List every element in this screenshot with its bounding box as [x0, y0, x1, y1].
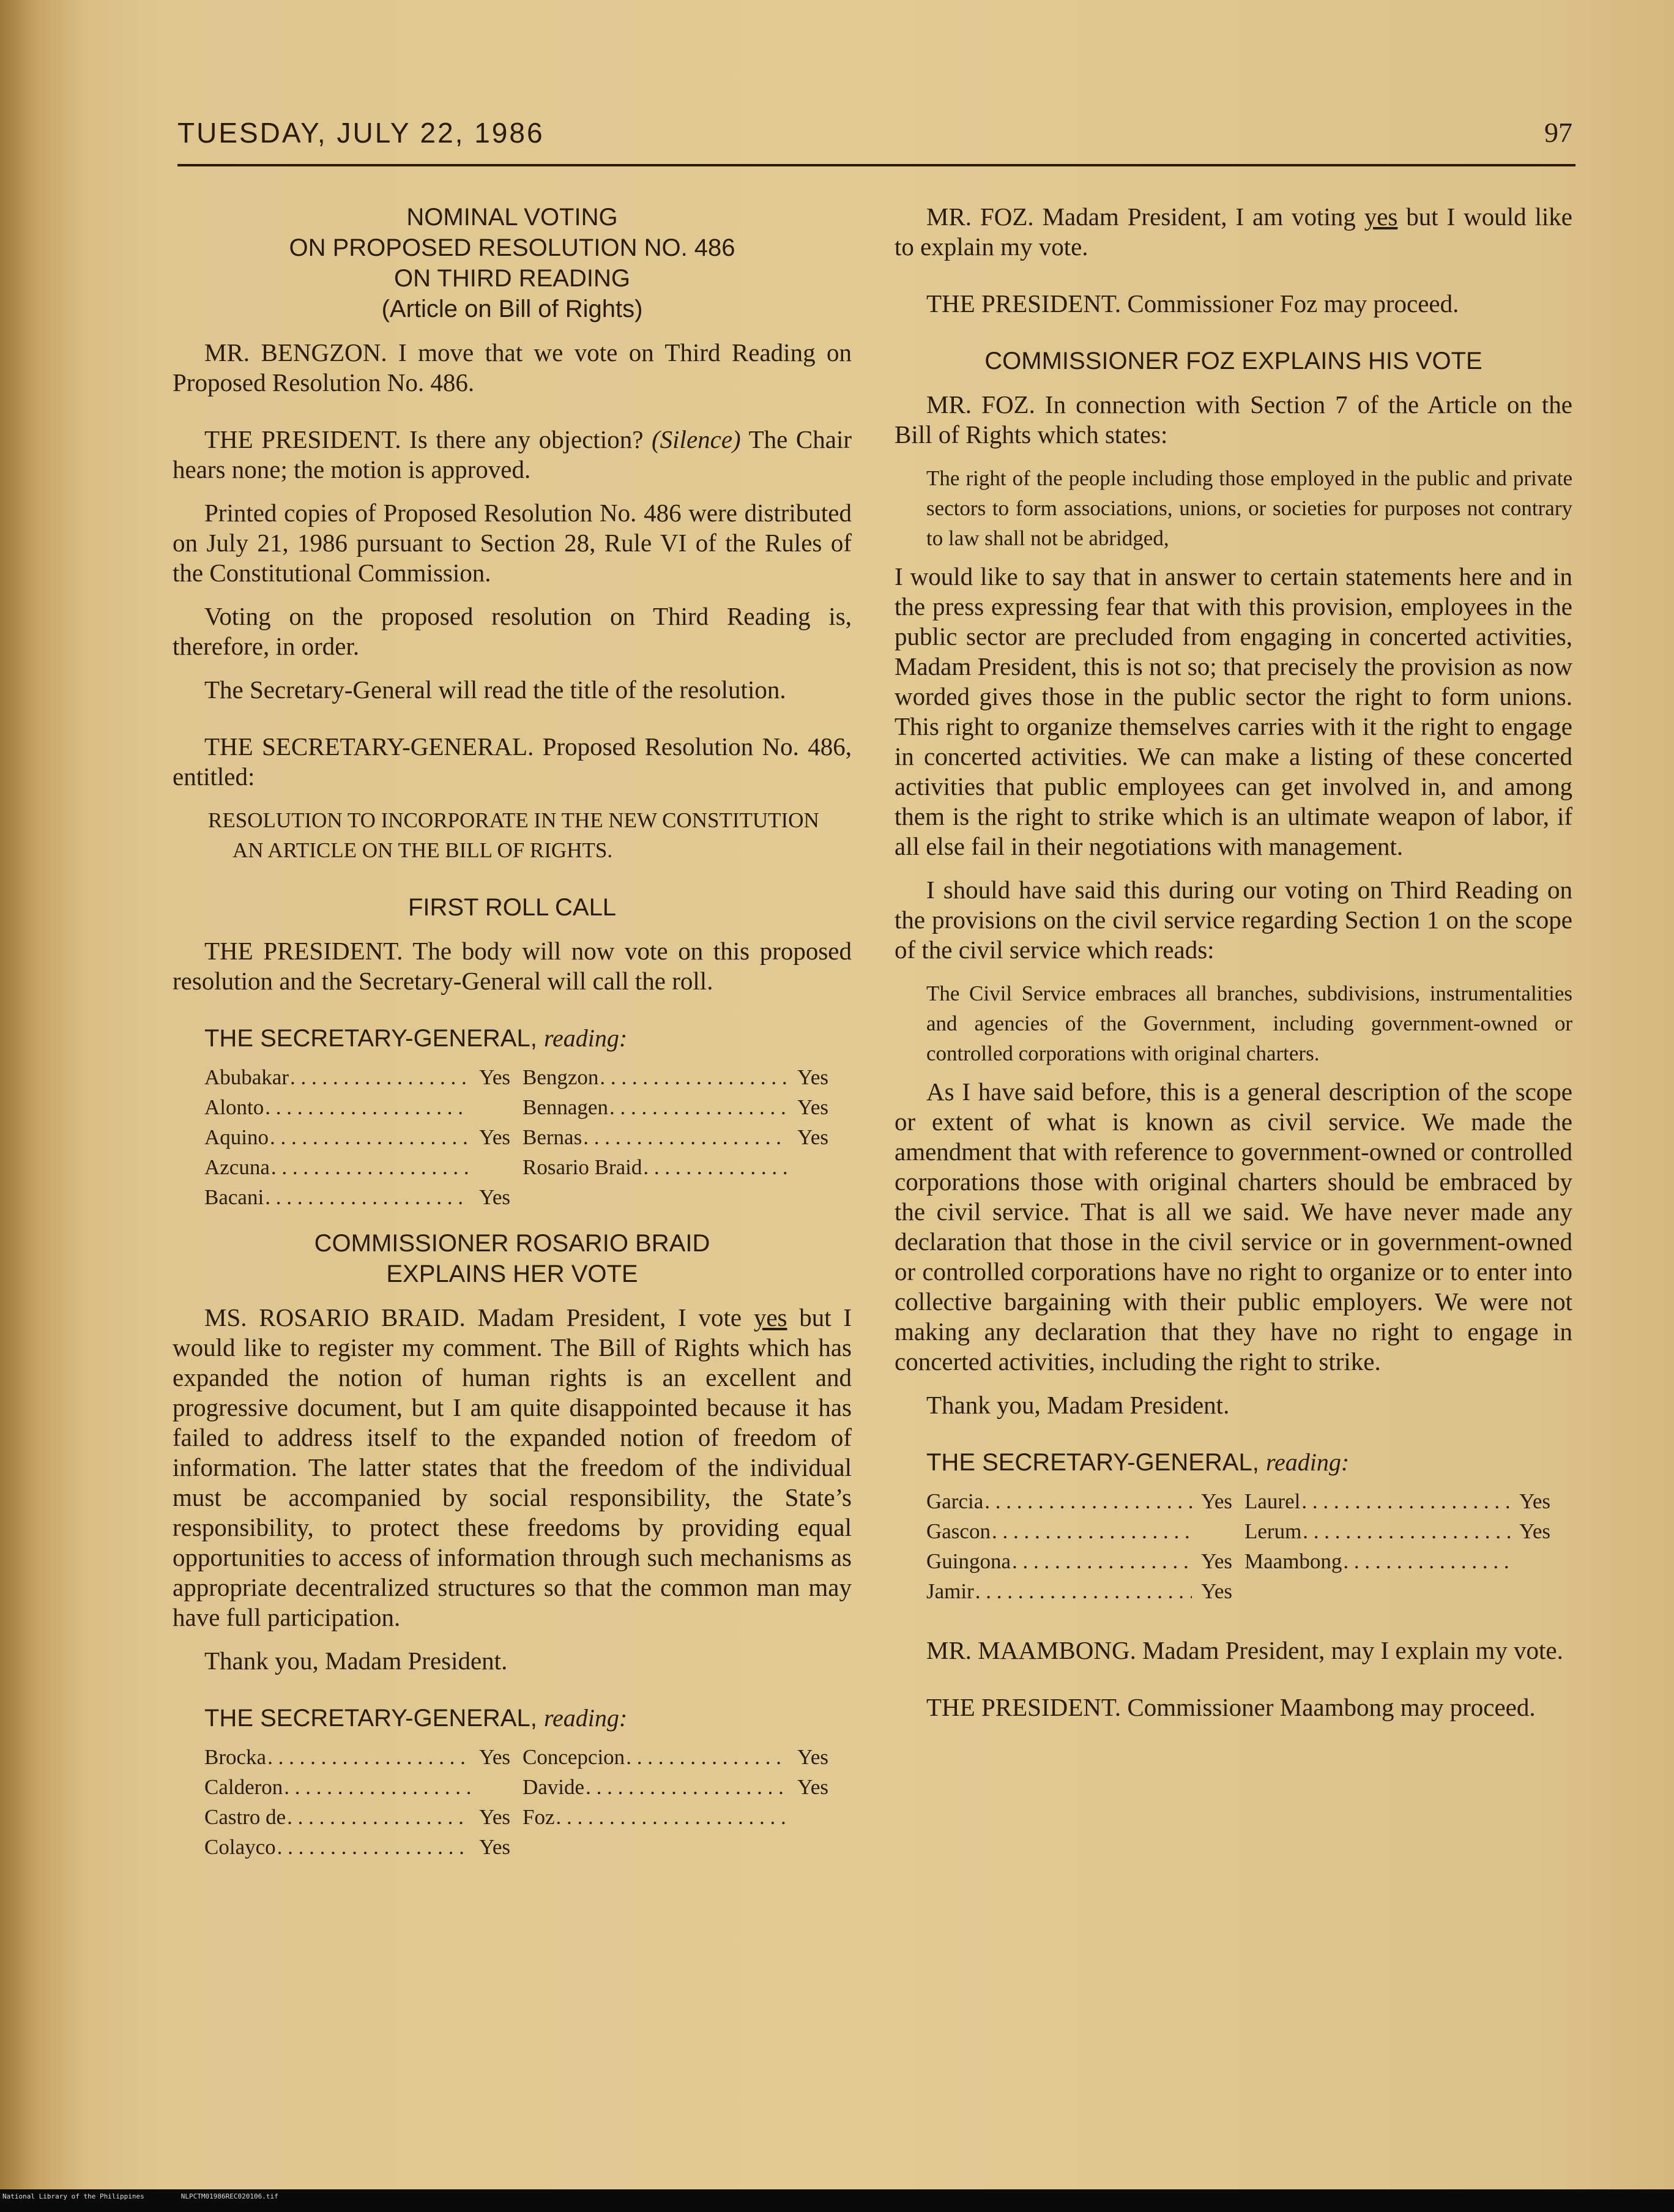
roll-entry: Gascon . . .	[926, 1516, 1244, 1546]
braid-explanation: MS. ROSARIO BRAID. Madam President, I vote yes but I would like to register my comment. The Bill of Rights which has expanded the notion of human rights is an excellent and progressive document, but I am quite disappointed because it has failed to address itself to the expanded notion of freedom of information. The latter states that the freedom of the individual must be accompanied by social responsibility, the State’s responsibility, to protect these freedoms by providing equal opportunities to access of information through such mechanisms as appropriate decentralized structures so that the common man may have full participation.	[173, 1303, 852, 1631]
left-column	[173, 202, 852, 1878]
roll-entry: Concepcion . . . Yes	[523, 1742, 841, 1772]
foz-heading: COMMISSIONER FOZ EXPLAINS HIS VOTE	[984, 348, 1482, 374]
braid-heading-line-2: EXPLAINS HER VOTE	[386, 1261, 638, 1287]
maambong-request: MR. MAAMBONG. Madam President, may I explain my vote.	[926, 1636, 1563, 1664]
roll-call-list-1	[204, 1062, 852, 1212]
roll-entry: Maambong . . .	[1244, 1546, 1563, 1576]
roll-entry: Azcuna . . .	[204, 1152, 523, 1182]
foz-explanation-2: I should have said this during our voting on Third Reading on the provisions on the civil service regarding Section 1 on the scope of the civil service which reads:	[895, 876, 1572, 964]
foz-thank-you: Thank you, Madam President.	[926, 1391, 1230, 1419]
scan-footer-text: National Library of the Philippines NLPCTM01986REC020106.tif	[2, 2192, 278, 2200]
page-number: 97	[1544, 117, 1572, 148]
roll-entry: Laurel . . . Yes	[1244, 1486, 1563, 1516]
foz-voting-yes: MR. FOZ. Madam President, I am voting yes but I would like to explain my vote.	[895, 203, 1572, 261]
roll-call-list-2	[204, 1742, 852, 1862]
roll-entry: Bernas . . . Yes	[523, 1122, 841, 1152]
section-title-line-1: NOMINAL VOTING	[406, 204, 618, 231]
roll-entry: Abubakar . . . Yes	[204, 1062, 523, 1092]
page-header	[177, 116, 1572, 153]
roll-entry: Rosario Braid . . .	[523, 1152, 841, 1182]
foz-explanation-1: I would like to say that in answer to certain statements here and in the press expressing fear that with this provision, employees in the public sector are precluded from engaging in concerted activities, Madam President, this is not so; that precisely the provision as now worded gives those in the public sector the right to form unions. This right to organize themselves carries with it the right to engage in concerted activities. We can make a listing of these concerted activities that public employees can get involved in, and among them is the right to strike which is an ultimate weapon of labor, if all else fail in their negotiations with management.	[895, 562, 1572, 860]
secretary-general-resolution: THE SECRETARY-GENERAL. Proposed Resolution No. 486, entitled:	[173, 732, 852, 791]
roll-entry: Brocka . . . Yes	[204, 1742, 523, 1772]
foz-section-7: MR. FOZ. In connection with Section 7 of the Article on the Bill of Rights which states:	[895, 390, 1572, 449]
foz-explanation-3: As I have said before, this is a general description of the scope or extent of what is known as civil service. We made the amendment that with reference to government-owned or controlled corporations those with original charters should be embraced by the civil service. That is all we said. We have never made any declaration that those in the civil service or in government-owned or controlled corporations have no right to organize or to enter into collective bargaining with their public employers. We were not making any declaration that they have no right to engage in concerted activities, including the right to strike.	[895, 1078, 1572, 1376]
roll-entry: Bacani . . . Yes	[204, 1182, 523, 1212]
right-column	[895, 202, 1572, 1736]
roll-call-list-3	[926, 1486, 1572, 1606]
roll-entry: Bennagen . . . Yes	[523, 1092, 841, 1122]
braid-thank-you: Thank you, Madam President.	[204, 1647, 508, 1675]
roll-entry: Castro de . . . Yes	[204, 1802, 523, 1832]
quote-civil-service: The Civil Service embraces all branches, subdivisions, instrumentalities and agencies of the Government, including government-owned or controlled corporations with original charters.	[926, 981, 1572, 1065]
roll-entry: Jamir . . . Yes	[926, 1576, 1244, 1606]
president-call-roll: THE PRESIDENT. The body will now vote on this proposed resolution and the Secretary-General will call the roll.	[173, 937, 852, 995]
braid-heading-line-1: COMMISSIONER ROSARIO BRAID	[314, 1230, 710, 1257]
roll-entry: Lerum . . . Yes	[1244, 1516, 1563, 1546]
roll-entry: Foz . . .	[523, 1802, 841, 1832]
header-date: TUESDAY, JULY 22, 1986	[177, 117, 545, 149]
roll-entry: Alonto . . .	[204, 1092, 523, 1122]
roll-entry: Aquino . . . Yes	[204, 1122, 523, 1152]
reading-label-3: THE SECRETARY-GENERAL, reading:	[926, 1448, 1350, 1476]
roll-entry: Davide . . . Yes	[523, 1772, 841, 1802]
voting-in-order-paragraph: Voting on the proposed resolution on Third Reading is, therefore, in order.	[173, 602, 852, 660]
quote-section-7: The right of the people including those employed in the public and private sectors to form associations, unions, or societies for purposes not contrary to law shall not be abridged,	[926, 466, 1572, 550]
header-rule	[177, 164, 1575, 166]
president-maambong-proceed: THE PRESIDENT. Commissioner Maambong may proceed.	[926, 1693, 1536, 1721]
roll-entry: Colayco . . . Yes	[204, 1832, 523, 1862]
first-roll-call-heading: FIRST ROLL CALL	[407, 894, 617, 921]
resolution-title: RESOLUTION TO INCORPORATE IN THE NEW CONSTITUTION AN ARTICLE ON THE BILL OF RIGHTS.	[208, 808, 819, 862]
roll-entry: Bengzon . . . Yes	[523, 1062, 841, 1092]
roll-entry: Garcia . . . Yes	[926, 1486, 1244, 1516]
printed-copies-paragraph: Printed copies of Proposed Resolution No. 486 were distributed on July 21, 1986 pursuant to Section 28, Rule VI of the Rules of the Constitutional Commission.	[173, 499, 852, 587]
section-title-line-4: (Article on Bill of Rights)	[381, 296, 643, 322]
roll-entry: Guingona . . . Yes	[926, 1546, 1244, 1576]
section-title-line-2: ON PROPOSED RESOLUTION NO. 486	[289, 234, 735, 261]
roll-entry: Calderon . . .	[204, 1772, 523, 1802]
president-objection: THE PRESIDENT. Is there any objection? (Silence) The Chair hears none; the motion is approved.	[173, 425, 852, 483]
reading-label-1: THE SECRETARY-GENERAL, reading:	[204, 1024, 628, 1052]
reading-label-2: THE SECRETARY-GENERAL, reading:	[204, 1704, 628, 1732]
read-title-paragraph: The Secretary-General will read the title of the resolution.	[204, 676, 786, 704]
bengzon-motion: MR. BENGZON. I move that we vote on Third Reading on Proposed Resolution No. 486.	[173, 338, 852, 397]
president-foz-proceed: THE PRESIDENT. Commissioner Foz may proceed.	[926, 289, 1459, 318]
section-title-line-3: ON THIRD READING	[394, 265, 630, 292]
